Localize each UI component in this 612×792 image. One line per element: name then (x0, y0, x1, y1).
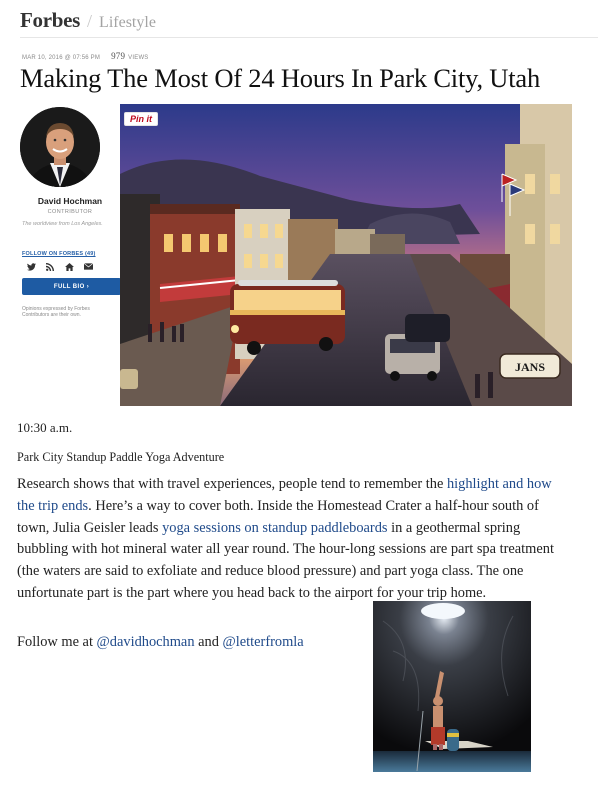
avatar[interactable] (20, 107, 100, 187)
home-icon[interactable] (64, 263, 74, 273)
paragraph-text-2: . Here’s a way to cover both. Inside the Homestead Crater a half-hour south of town, Julia Geisler leads (17, 497, 539, 536)
crater-image (373, 601, 531, 772)
author-role: CONTRIBUTOR (47, 209, 93, 215)
paragraph-text-3: in a geothermal spring bubbling with hot mineral water all year round. The hour-long sessions are part spa treatment (the waters are said to exfoliate and reduce blood pressure) and part yoga class. The one unfortunate part is the part where you head back to the airport for your trip home. (17, 519, 554, 601)
article-meta (22, 51, 149, 61)
crater-yoga-photo (373, 601, 531, 772)
twitter-icon[interactable] (26, 263, 36, 273)
follow-paragraph (17, 634, 304, 651)
author-name[interactable]: David Hochman (37, 196, 103, 206)
twitter-handle-davidhochman[interactable]: @davidhochman (96, 634, 195, 650)
follow-middle: and (194, 634, 223, 650)
article-paragraph (17, 474, 572, 605)
follow-prefix: Follow me at (17, 634, 97, 650)
jans-shop-sign: JANS (514, 360, 546, 374)
views-count: 979 (111, 51, 126, 61)
avatar-image (20, 107, 100, 187)
publish-date: MAR 10, 2016 @ 07:56 PM (22, 55, 101, 61)
twitter-handle-letterfromla[interactable]: @letterfromla (222, 634, 304, 650)
email-icon[interactable] (83, 263, 93, 273)
channel-link-lifestyle[interactable]: Lifestyle (99, 14, 156, 31)
main-street-photo (120, 104, 572, 406)
yoga-sessions-link[interactable]: yoga sessions on standup paddleboards (162, 519, 388, 536)
pin-it-button[interactable]: Pin it (124, 112, 158, 126)
page-title: Making The Most Of 24 Hours In Park City, Utah (20, 63, 541, 93)
rss-icon[interactable] (45, 263, 55, 273)
follow-on-forbes-link[interactable]: FOLLOW ON FORBES (49) (22, 251, 96, 257)
contributor-disclaimer: Opinions expressed by Forbes Contributors are their own. (22, 306, 90, 318)
masthead (20, 8, 598, 38)
views-label: VIEWS (128, 55, 149, 61)
social-icons (26, 263, 93, 273)
full-bio-button[interactable]: FULL BIO › (22, 278, 121, 295)
section-subhead: Park City Standup Paddle Yoga Adventure (17, 450, 225, 464)
highlight-link[interactable]: highlight and how the trip ends (17, 476, 552, 514)
hero-image (120, 104, 572, 406)
paragraph-text-1: Research shows that with travel experiences, people tend to remember the (17, 476, 447, 492)
breadcrumb-separator: / (87, 11, 93, 31)
forbes-logo[interactable]: Forbes (20, 8, 81, 32)
author-tagline: The worldview from Los Angeles. (22, 221, 103, 227)
time-heading: 10:30 a.m. (17, 420, 73, 435)
